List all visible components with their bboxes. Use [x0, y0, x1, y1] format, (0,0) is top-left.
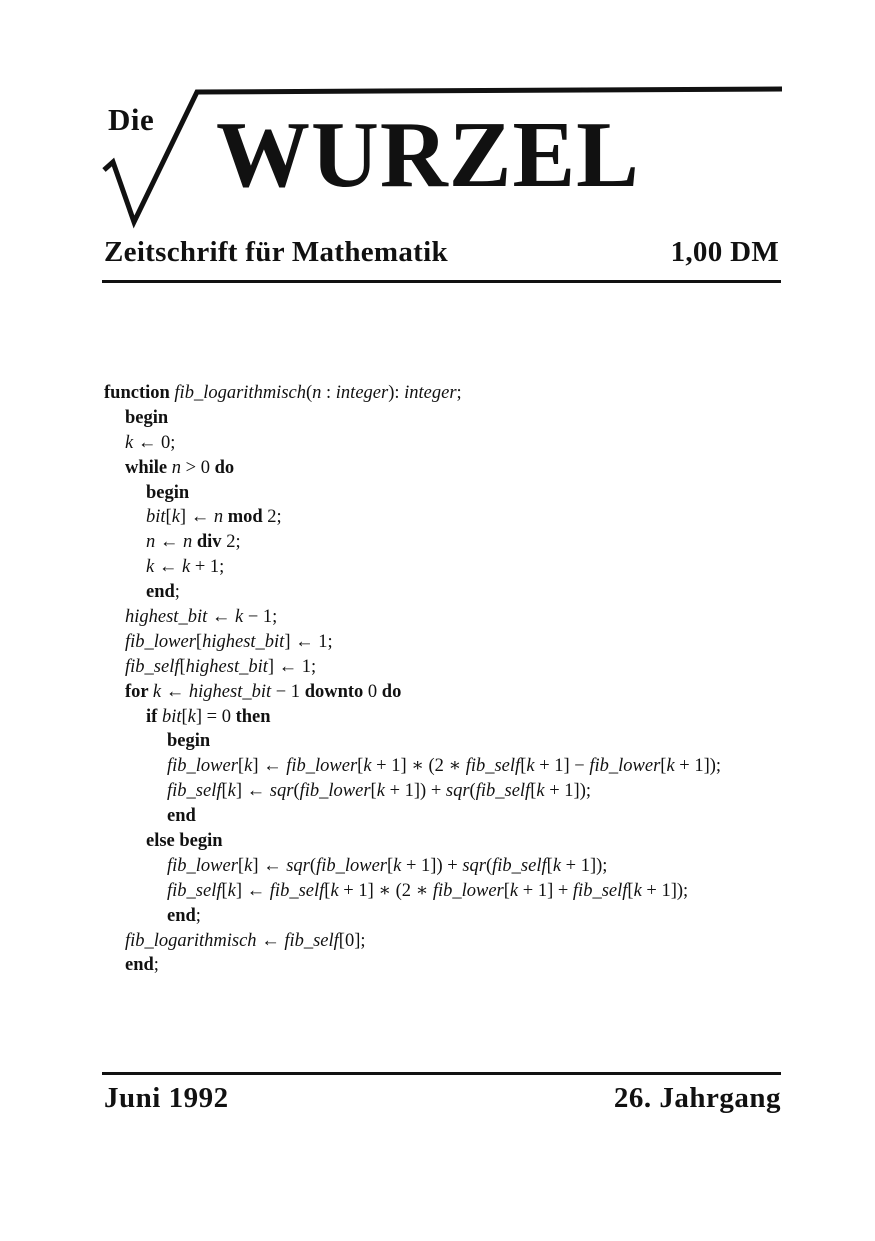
code-text: (: [293, 781, 300, 802]
code-identifier: bit: [161, 706, 182, 727]
code-identifier: fib_lower: [432, 880, 504, 901]
code-text: ;: [174, 582, 180, 603]
code-text: + 1;: [190, 557, 225, 578]
code-identifier: integer: [335, 383, 389, 403]
code-line: [104, 729, 721, 754]
code-line: [104, 630, 721, 655]
code-identifier: fib_self: [269, 880, 325, 901]
code-text: ;: [456, 383, 462, 403]
code-text: ] ←: [235, 781, 270, 802]
code-text: ] ←: [179, 507, 214, 528]
header-rule: [102, 280, 781, 283]
code-identifier: k: [146, 557, 155, 578]
code-line: [104, 829, 721, 854]
code-identifier: fib_self: [167, 781, 222, 802]
code-text: 0: [367, 681, 382, 702]
issue-volume: 26. Jahrgang: [613, 1082, 781, 1114]
code-identifier: bit: [146, 507, 166, 528]
code-keyword: function: [104, 383, 175, 403]
code-text: ] ←: [235, 880, 270, 901]
code-text: ] ←: [252, 756, 287, 777]
code-text: ] ←: [252, 855, 287, 876]
code-identifier: highest_bit: [188, 681, 272, 702]
code-line: [104, 431, 721, 456]
code-text: [0];: [338, 930, 366, 951]
masthead-title: WURZEL: [216, 103, 640, 207]
code-text: + 1] ∗ (2 ∗: [338, 880, 433, 901]
code-text: > 0: [181, 457, 215, 478]
code-identifier: fib_lower: [286, 756, 358, 777]
code-keyword: end: [167, 905, 196, 926]
code-text: + 1]);: [641, 880, 689, 901]
code-identifier: fib_logarithmisch: [125, 930, 257, 951]
code-identifier: k: [152, 681, 162, 702]
code-text: ←: [256, 930, 285, 951]
code-line: [104, 953, 721, 978]
code-identifier: k: [536, 781, 545, 802]
code-text: 2;: [267, 507, 282, 528]
code-identifier: highest_bit: [202, 631, 285, 652]
code-keyword: end: [125, 955, 154, 976]
code-identifier: k: [330, 880, 339, 901]
code-line: [104, 754, 721, 779]
code-identifier: fib_lower: [125, 631, 196, 652]
code-line: [104, 605, 721, 630]
code-text: ← 0;: [133, 432, 176, 453]
code-identifier: fib_lower: [167, 855, 238, 876]
code-keyword: then: [235, 706, 271, 727]
code-text: ] ← 1;: [284, 631, 333, 652]
code-identifier: k: [171, 507, 180, 528]
code-line: [104, 804, 721, 829]
code-identifier: n: [312, 383, 322, 403]
code-identifier: k: [376, 781, 385, 802]
code-identifier: fib_self: [465, 756, 521, 777]
code-line: [104, 879, 721, 904]
code-text: 2;: [226, 532, 241, 553]
code-identifier: fib_self: [125, 656, 180, 677]
code-text: (: [309, 855, 317, 876]
code-line: [104, 555, 721, 580]
code-text: + 1] +: [518, 880, 573, 901]
code-line: [104, 680, 721, 705]
code-identifier: k: [633, 880, 642, 901]
code-identifier: k: [187, 706, 196, 727]
code-text: [: [520, 756, 527, 777]
code-identifier: sqr: [269, 781, 294, 802]
code-keyword: do: [381, 681, 402, 702]
code-line: [104, 406, 721, 431]
code-text: [: [237, 855, 245, 876]
code-text: + 1]) +: [384, 781, 446, 802]
code-text: [: [357, 756, 364, 777]
code-line: [104, 530, 721, 555]
code-text: + 1]);: [561, 855, 608, 876]
code-identifier: n: [183, 532, 193, 553]
code-listing: [104, 381, 721, 978]
code-line: [104, 929, 721, 954]
code-identifier: integer: [404, 383, 457, 403]
masthead-prefix: Die: [108, 102, 155, 137]
code-identifier: n: [146, 532, 156, 553]
code-identifier: fib_logarithmisch: [174, 383, 306, 403]
code-line: [104, 854, 721, 879]
code-identifier: fib_self: [492, 855, 547, 876]
code-identifier: k: [509, 880, 519, 901]
code-identifier: k: [552, 855, 562, 876]
code-identifier: fib_self: [572, 880, 628, 901]
code-identifier: k: [244, 756, 253, 777]
code-text: + 1] ∗ (2 ∗: [371, 756, 466, 777]
code-text: [: [221, 781, 228, 802]
code-text: [: [386, 855, 394, 876]
issue-date: Juni 1992: [104, 1082, 229, 1114]
code-identifier: k: [227, 781, 236, 802]
code-identifier: k: [234, 607, 244, 628]
code-text: − 1;: [243, 607, 278, 628]
code-line: [104, 456, 721, 481]
code-text: ←: [161, 681, 189, 702]
code-keyword: begin: [167, 731, 211, 752]
code-text: [: [530, 781, 537, 802]
code-identifier: sqr: [286, 855, 310, 876]
code-identifier: k: [526, 756, 535, 777]
code-identifier: highest_bit: [125, 607, 208, 628]
code-text: [: [503, 880, 510, 901]
code-text: [: [221, 880, 228, 901]
code-text: ] ← 1;: [267, 656, 317, 677]
code-text: ←: [155, 532, 183, 553]
code-text: ←: [154, 557, 182, 578]
code-identifier: k: [393, 855, 402, 876]
code-text: + 1] −: [534, 756, 590, 777]
code-keyword: do: [214, 457, 235, 478]
code-text: (: [305, 383, 313, 403]
code-text: − 1: [271, 681, 305, 702]
code-line: [104, 904, 721, 929]
code-text: + 1]) +: [401, 855, 463, 876]
code-text: [: [546, 855, 553, 876]
code-identifier: k: [181, 557, 191, 578]
code-keyword: for: [125, 681, 153, 702]
code-text: [: [179, 656, 186, 677]
code-line: [104, 655, 721, 680]
code-identifier: k: [244, 855, 253, 876]
code-text: (: [485, 855, 493, 876]
code-keyword: downto: [304, 681, 368, 702]
code-text: [: [324, 880, 331, 901]
code-text: [: [181, 706, 188, 727]
code-identifier: fib_self: [284, 930, 339, 951]
code-line: [104, 481, 721, 506]
code-identifier: n: [171, 457, 182, 478]
code-identifier: k: [363, 756, 372, 777]
code-text: [: [165, 507, 172, 528]
code-identifier: sqr: [445, 781, 470, 802]
code-identifier: fib_lower: [316, 855, 387, 876]
footer-rule: [102, 1072, 781, 1075]
code-line: [104, 580, 721, 605]
code-text: [: [660, 756, 667, 777]
code-text: [: [370, 781, 377, 802]
code-text: [: [237, 756, 245, 777]
code-keyword: end: [146, 582, 175, 603]
code-identifier: fib_lower: [299, 781, 371, 802]
code-keyword: begin: [146, 482, 190, 503]
code-line: [104, 779, 721, 804]
code-text: [: [627, 880, 634, 901]
code-line: [104, 505, 721, 530]
code-keyword: begin: [125, 407, 169, 428]
code-identifier: highest_bit: [185, 656, 268, 677]
code-text: [: [195, 631, 203, 652]
code-keyword: mod: [223, 507, 268, 528]
code-text: (: [469, 781, 476, 802]
code-line: [104, 705, 721, 730]
code-text: ):: [388, 383, 405, 403]
code-text: + 1]);: [544, 781, 591, 802]
code-text: ←: [207, 607, 235, 628]
code-keyword: while: [125, 457, 172, 478]
code-identifier: k: [227, 880, 236, 901]
code-keyword: else begin: [146, 831, 223, 852]
price-label: 1,00 DM: [670, 236, 779, 268]
code-identifier: sqr: [462, 855, 486, 876]
code-identifier: k: [125, 432, 134, 453]
code-identifier: fib_lower: [167, 756, 238, 777]
code-text: :: [321, 383, 336, 403]
code-keyword: end: [167, 806, 196, 827]
code-identifier: fib_self: [167, 880, 222, 901]
code-keyword: div: [192, 532, 227, 553]
code-keyword: if: [146, 706, 162, 727]
code-identifier: fib_lower: [589, 756, 661, 777]
code-text: ] = 0: [195, 706, 236, 727]
code-text: ;: [195, 905, 201, 926]
code-text: ;: [153, 955, 159, 976]
masthead-subtitle: Zeitschrift für Mathematik: [104, 236, 448, 268]
code-identifier: fib_self: [475, 781, 531, 802]
code-identifier: k: [666, 756, 675, 777]
code-identifier: n: [213, 507, 224, 528]
code-text: + 1]);: [674, 756, 722, 777]
code-line: [104, 381, 721, 406]
